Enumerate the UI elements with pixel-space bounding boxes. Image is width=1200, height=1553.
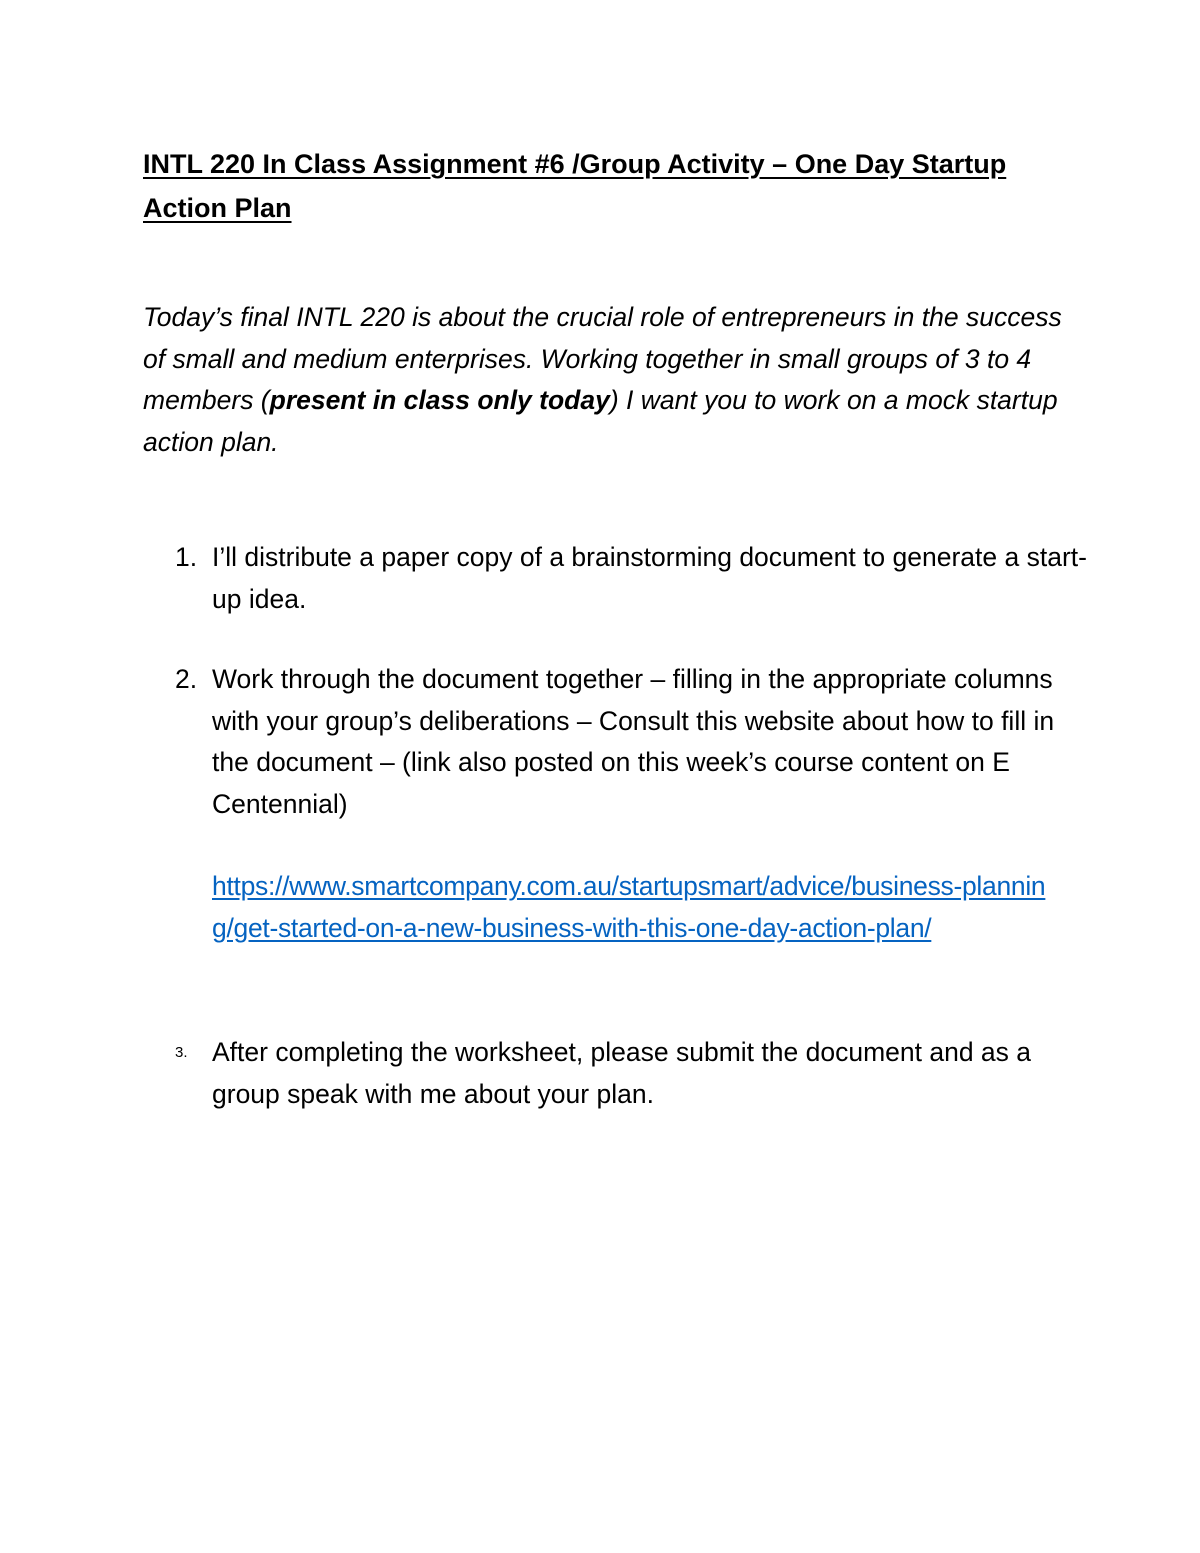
website-link[interactable]: https://www.smartcompany.com.au/startupsmart/advice/business-planning/get-started-on-a-new-business-with-this-one-day-action-plan/ — [212, 871, 1046, 943]
document-title: INTL 220 In Class Assignment #6 /Group Activity – One Day Startup Action Plan — [143, 149, 1007, 223]
list-item — [143, 659, 1083, 949]
list-item-number: 3. — [175, 1044, 188, 1061]
list-item-text: I’ll distribute a paper copy of a brainstorming document to generate a start-up idea. — [212, 542, 1087, 614]
list-item — [143, 537, 1087, 620]
list-item — [143, 1032, 1083, 1115]
intro-text-part1: Today’s final INTL 220 is about the crucial role of entrepreneurs in the success of small and medium enterprises. Working together in small groups of 3 to 4 members ( — [143, 302, 1062, 415]
list-item-number: 1. — [175, 542, 198, 572]
intro-text-part2: ) I want you to work on a mock startup action plan. — [143, 385, 1058, 457]
list-item-number: 2. — [175, 664, 198, 694]
intro-paragraph — [143, 297, 1073, 463]
list-item-body — [212, 659, 1092, 949]
list-item-text: After completing the worksheet, please submit the document and as a group speak with me about your plan. — [212, 1037, 1032, 1109]
intro-bold-text: present in class only today — [269, 385, 610, 415]
list-item-text: Work through the document together – filling in the appropriate columns with your group’s deliberations – Consult this website about how to fill in the document – (link also posted on this week’s course content on E Centennial) — [212, 664, 1055, 819]
